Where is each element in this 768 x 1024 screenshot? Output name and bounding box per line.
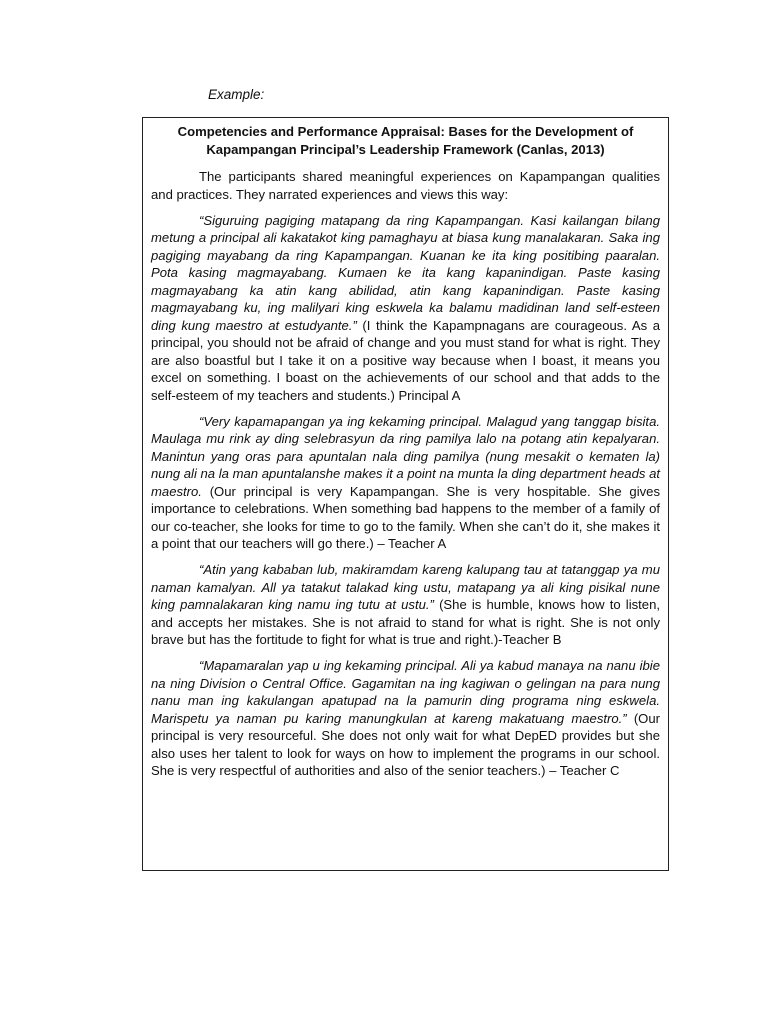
intro-paragraph: The participants shared meaningful experiences on Kapampangan qualities and practices. They narrated experiences and views this way: — [151, 169, 660, 202]
excerpt-title: Competencies and Performance Appraisal: Bases for the Development of Kapampangan Principal’s Leadership Framework (Canlas, 2013) — [177, 124, 634, 157]
excerpt-box — [142, 117, 669, 871]
quote-original-text: “Siguruing pagiging matapang da ring Kapampangan. Kasi kailangan bilang metung a principal ali kakatakot king pamaghayu at biasa kung manalakaran. Saka ing pagiging mayabang da ring Kapampangan. Kuanan ke ita king positibing paaralan. Pota kasing magmayabang. Kumaen ke ita kang kapanindigan. Paste kasing magmayabang ka atin kang abilidad, atin kang kapanindigan. Paste kasing magmayabang ku, ing malilyari king eskwela ka balamu madidinan land self-esteen ding kung maestro at estudyante.” — [151, 212, 660, 333]
quote-translation-text: (She is humble, knows how to listen, and accepts her mistakes. She is not afraid to stand for what is right. She is not only brave but has the fortitude to fight for what is true and right.)-Teacher B — [151, 597, 660, 647]
quote-teacher-c — [151, 657, 660, 780]
quote-principal-a — [151, 212, 660, 405]
quote-original-text: “Mapamaralan yap u ing kekaming principal. Ali ya kabud manaya na nanu ibie na ning Division o Central Office. Gagamitan na ing kagiwan o gelingan na para nung nanu man ing kakulangan apatupad na la pamurin ding programa ning eskwela. Marispetu ya naman pu karing manungkulan at kareng makatuang maestro.” — [151, 658, 660, 726]
example-label: Example: — [208, 87, 265, 102]
quote-teacher-b — [151, 561, 660, 649]
quote-translation-text: (Our principal is very Kapampangan. She is very hospitable. She gives importance to celebrations. When something bad happens to the member of a family of our co-teacher, she looks for time to go to the family. When she can’t do it, she makes it a point that our teachers will go there.) – Teacher A — [151, 483, 660, 551]
quote-translation-text: (I think the Kapampnagans are courageous. As a principal, you should not be afraid of change and you must stand for what is right. They are also boastful but I take it on a positive way because when I boast, it means you excel on something. I boast on the achievements of our school and that adds to the self-esteem of my teachers and students.) Principal A — [151, 317, 660, 403]
quote-original-text: “Atin yang kababan lub, makiramdam kareng kalupang tau at tatanggap ya mu naman kamalyan. All ya tatakut talakad king ustu, matapang ya ali king pisikal nune king pamnalakaran king namu ing tutu at ustu.” — [151, 562, 660, 612]
quote-translation-text: (Our principal is very resourceful. She does not only wait for what DepED provides but she also uses her talent to look for ways on how to implement the programs in our school. She is very respectful of authorities and also of the senior teachers.) – Teacher C — [151, 710, 661, 778]
quote-original-text: “Very kapamapangan ya ing kekaming principal. Malagud yang tanggap bisita. Maulaga mu rink ay ding selebrasyun da ring pamilya lalo na potang atin kepalyaran. Manintun yang oras para apuntalan nala ding pamilya (nung mesakit o kematen la) nung ali na la man apuntalanshe makes it a point na munta la ding department heads at maestro. — [151, 413, 660, 499]
quote-teacher-a — [151, 413, 660, 553]
